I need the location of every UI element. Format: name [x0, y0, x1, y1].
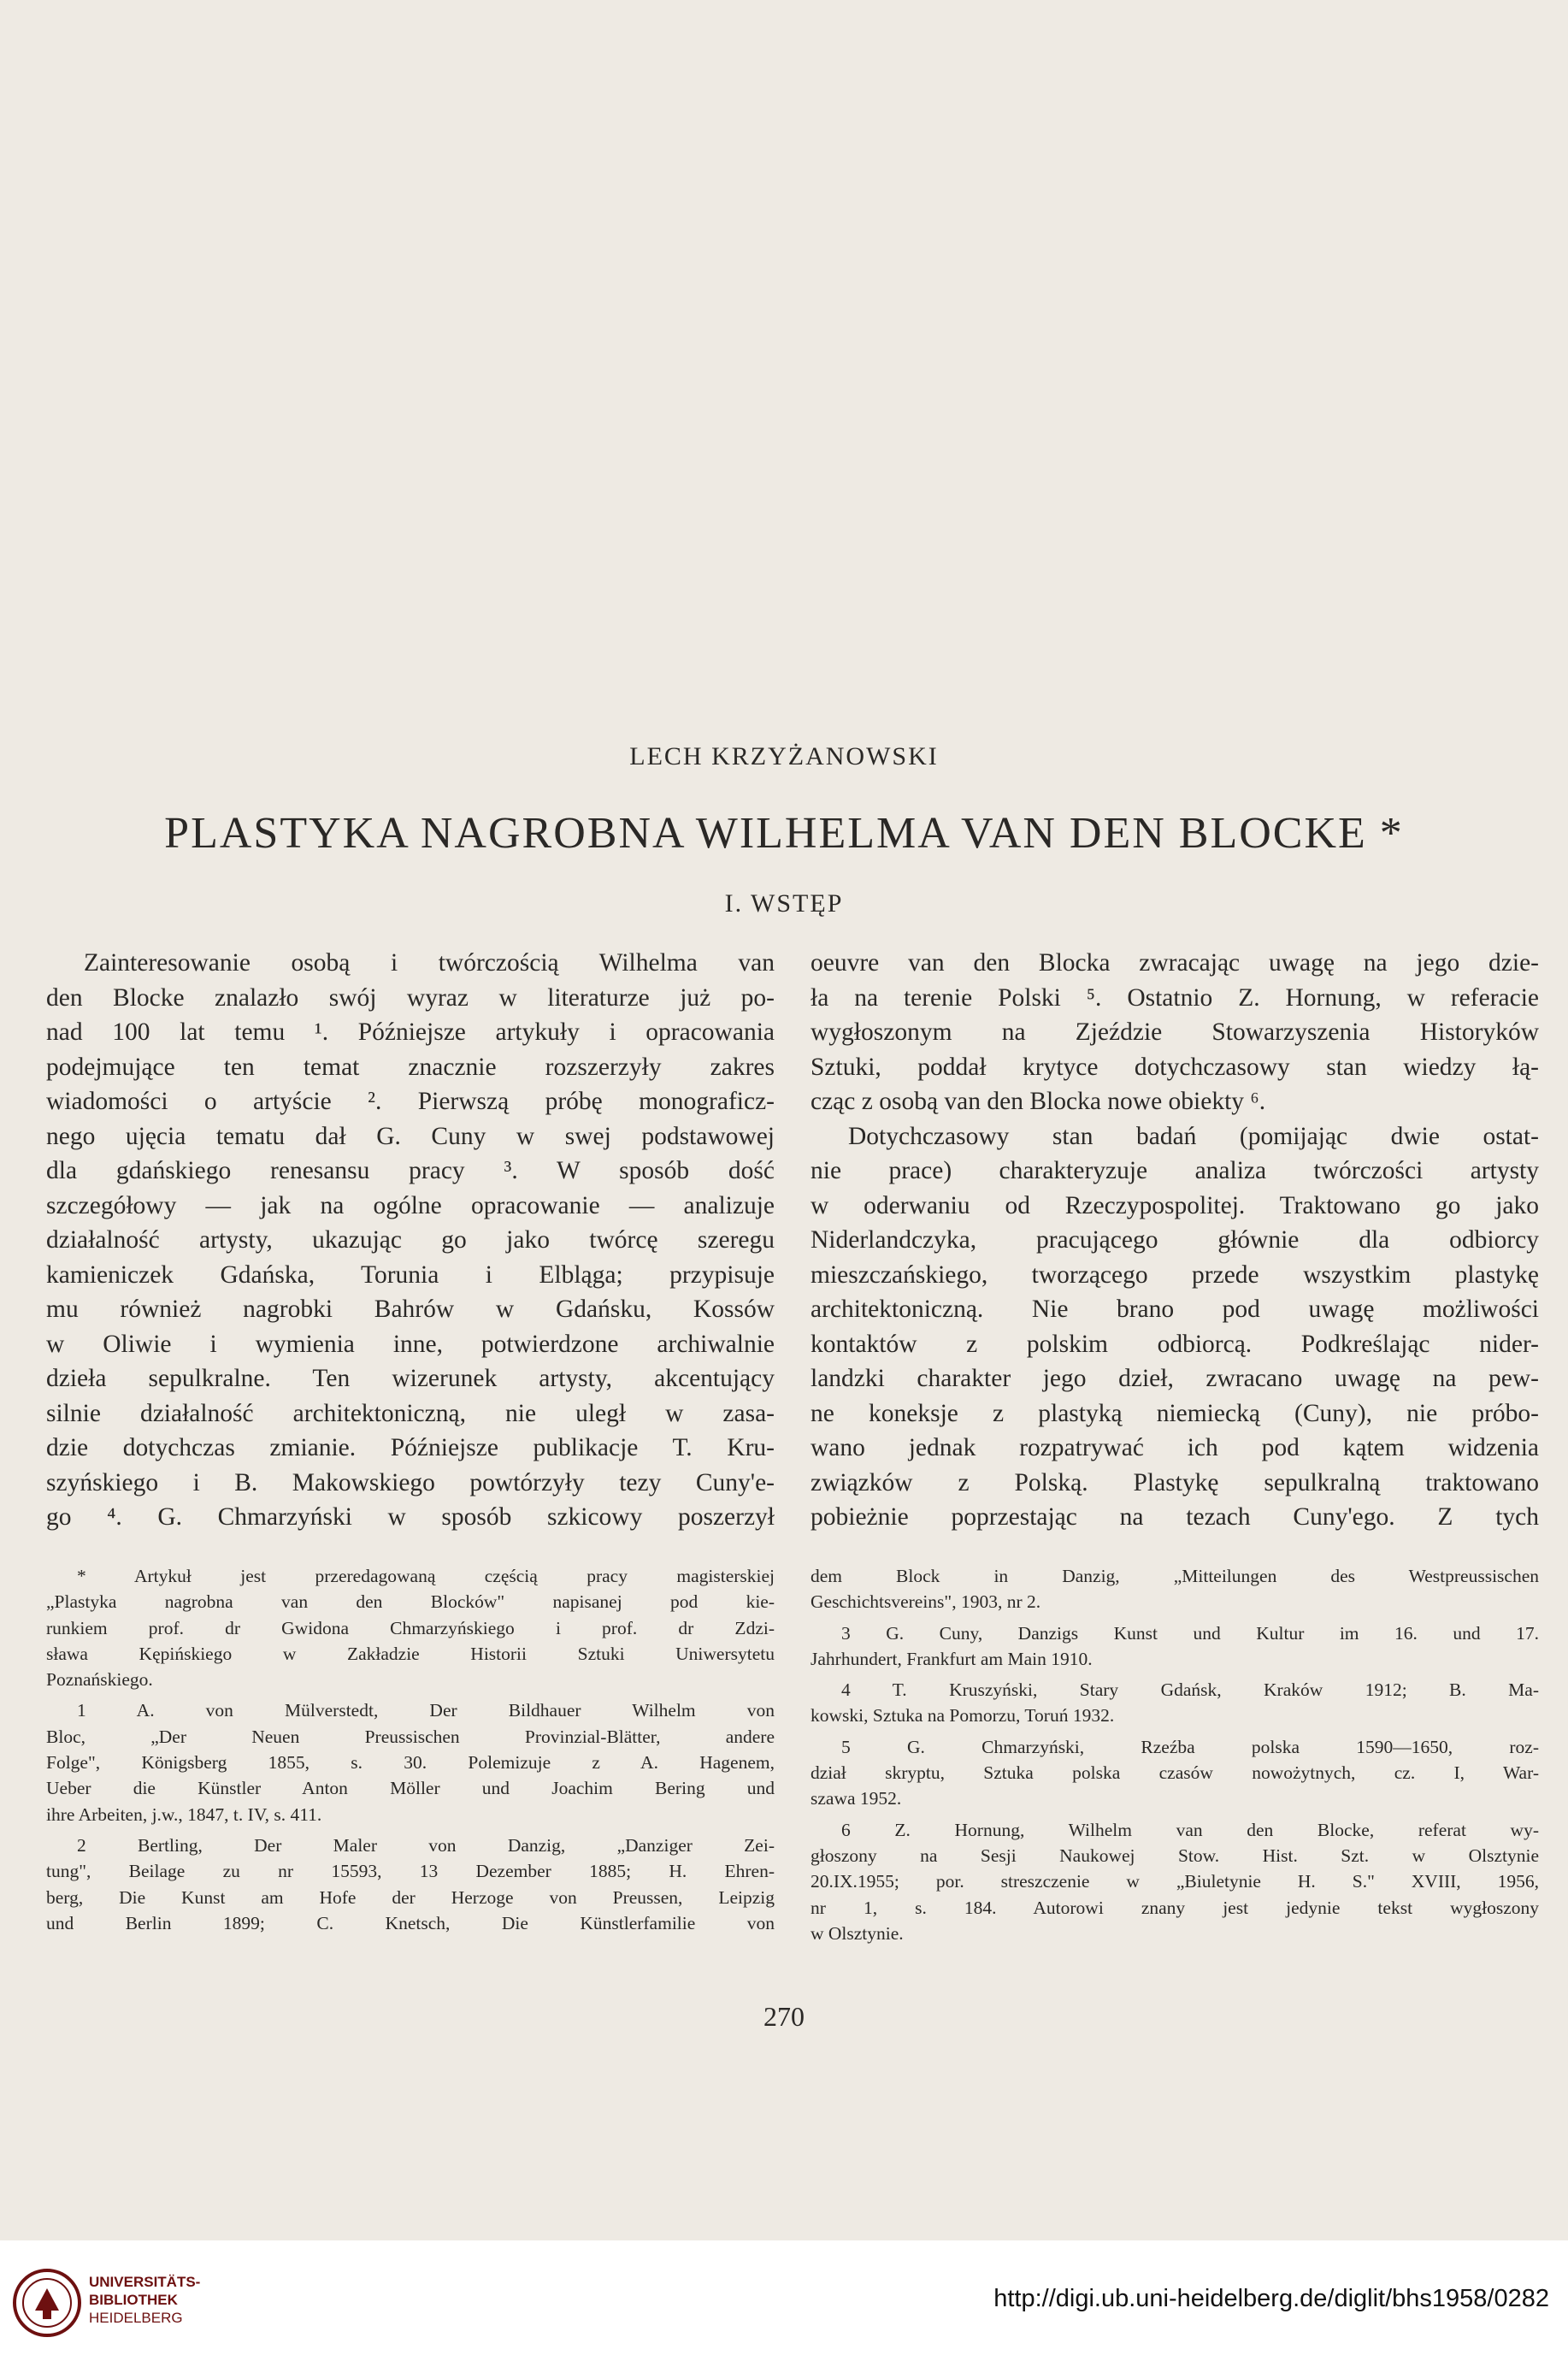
footnote-line: 1 A. von Mülverstedt, Der Bildhauer Wilhelm von [77, 1700, 775, 1721]
body-line: w oderwaniu od Rzeczypospolitej. Traktowano go jako [811, 1191, 1539, 1219]
body-column-left [46, 946, 775, 1535]
footnote-line: „Plastyka nagrobna van den Blocków" napisanej pod kie- [46, 1591, 775, 1613]
body-line: cząc z osobą van den Blocka nowe obiekty ⁶. [811, 1088, 1266, 1115]
library-name-line: HEIDELBERG [89, 2310, 183, 2326]
body-line: szczegółowy — jak na ogólne opracowanie — analizuje [46, 1191, 775, 1219]
body-line: wano jednak rozpatrywać ich pod kątem widzenia [811, 1434, 1539, 1461]
body-line: dzie dotychczas zmianie. Późniejsze publikacje T. Kru- [46, 1434, 775, 1461]
library-name-line: UNIVERSITÄTS- [89, 2274, 201, 2290]
body-line: działalność artysty, ukazując go jako twórcę szeregu [46, 1226, 775, 1254]
footnote-line: berg, Die Kunst am Hofe der Herzoge von Preussen, Leipzig [46, 1886, 775, 1908]
library-name[interactable] [89, 2273, 200, 2327]
footnote-line: 6 Z. Hornung, Wilhelm van den Blocke, referat wy- [841, 1819, 1539, 1840]
author-name: LECH KRZYŻANOWSKI [629, 742, 939, 770]
body-line: Dotychczasowy stan badań (pomijając dwie ostat- [848, 1122, 1539, 1150]
footnote-line: ihre Arbeiten, j.w., 1847, t. IV, s. 411. [46, 1803, 322, 1825]
footnote-line: dział skryptu, Sztuka polska czasów nowożytnych, cz. I, War- [811, 1762, 1539, 1784]
body-line: ła na terenie Polski ⁵. Ostatnio Z. Hornung, w referacie [811, 983, 1539, 1012]
article-title: PLASTYKA NAGROBNA WILHELMA VAN DEN BLOCKE * [164, 809, 1404, 858]
footnote-line: nr 1, s. 184. Autorowi znany jest jedynie tekst wygłoszony [811, 1897, 1539, 1918]
body-line: dzieła sepulkralne. Ten wizerunek artysty, akcentujący [46, 1365, 775, 1392]
footnote-line: * Artykuł jest przeredagowaną częścią pracy magisterskiej [77, 1566, 775, 1586]
body-line: mieszczańskiego, tworzącego przede wszystkim plastykę [811, 1260, 1539, 1289]
footnote-line: Poznańskiego. [46, 1669, 153, 1691]
body-line: Zainteresowanie osobą i twórczością Wilhelma van [84, 949, 775, 977]
footnote-line: głoszony na Sesji Naukowej Stow. Hist. Szt. w Olsztynie [811, 1845, 1539, 1866]
body-line: wygłoszonym na Zjeździe Stowarzyszenia Historyków [811, 1018, 1539, 1046]
body-line: silnie działalność architektoniczną, nie uległ w zasa- [46, 1399, 775, 1427]
footnote-line: tung", Beilage zu nr 15593, 13 Dezember 1885; H. Ehren- [46, 1861, 775, 1882]
library-footer [0, 2240, 1568, 2367]
body-line: podejmujące ten temat znacznie rozszerzyły zakres [46, 1053, 775, 1081]
footnote-line: kowski, Sztuka na Pomorzu, Toruń 1932. [811, 1705, 1115, 1727]
body-line: mu również nagrobki Bahrów w Gdańsku, Kossów [46, 1296, 775, 1323]
body-line: Niderlandczyka, pracującego głównie dla odbiorcy [811, 1226, 1539, 1254]
body-line: den Blocke znalazło swój wyraz w literaturze już po- [46, 983, 775, 1012]
footnote-line: 2 Bertling, Der Maler von Danzig, „Danziger Zei- [77, 1834, 775, 1856]
document-url-link[interactable]: http://digi.ub.uni-heidelberg.de/diglit/bhs1958/0282 [993, 2285, 1549, 2312]
page-number: 270 [763, 2001, 805, 2032]
footnote-line: Ueber die Künstler Anton Möller und Joachim Bering und [46, 1778, 775, 1799]
body-line: Sztuki, poddał krytyce dotychczasowy stan wiedzy łą- [811, 1053, 1539, 1081]
footnote-line: Jahrhundert, Frankfurt am Main 1910. [811, 1648, 1093, 1669]
body-line: architektoniczną. Nie brano pod uwagę możliwości [811, 1296, 1539, 1323]
footnote-line: 5 G. Chmarzyński, Rzeźba polska 1590—1650, roz- [841, 1736, 1539, 1757]
footnotes-left [46, 1563, 775, 1936]
body-line: nego ujęcia tematu dał G. Cuny w swej podstawowej [46, 1122, 775, 1150]
body-line: pobieżnie poprzestając na tezach Cuny'ego. Z tych [811, 1503, 1539, 1531]
body-line: go ⁴. G. Chmarzyński w sposób szkicowy poszerzył [46, 1503, 775, 1531]
footnote-line: 20.IX.1955; por. streszczenie w „Biuletynie H. S." XVIII, 1956, [811, 1871, 1539, 1892]
body-line: w Oliwie i wymienia inne, potwierdzone archiwalnie [46, 1330, 775, 1358]
footnote-line: sława Kępińskiego w Zakładzie Historii Sztuki Uniwersytetu [46, 1643, 775, 1664]
footnote-line: 4 T. Kruszyński, Stary Gdańsk, Kraków 1912; B. Ma- [841, 1679, 1539, 1701]
body-line: związków z Polską. Plastykę sepulkralną traktowano [811, 1468, 1539, 1496]
body-line: szyńskiego i B. Makowskiego powtórzyły tezy Cuny'e- [46, 1468, 775, 1496]
footnote-line: dem Block in Danzig, „Mitteilungen des Westpreussischen [811, 1566, 1539, 1586]
body-line: kontaktów z polskim odbiorcą. Podkreślając nider- [811, 1330, 1539, 1358]
footnote-line: runkiem prof. dr Gwidona Chmarzyńskiego i prof. dr Zdzi- [46, 1617, 775, 1638]
body-line: wiadomości o artyście ². Pierwszą próbę monograficz- [46, 1088, 775, 1115]
section-heading: I. WSTĘP [724, 889, 844, 918]
body-line: kamieniczek Gdańska, Torunia i Elbląga; przypisuje [46, 1260, 775, 1289]
footnote-line: 3 G. Cuny, Danzigs Kunst und Kultur im 16. und 17. [841, 1622, 1539, 1644]
university-seal-icon[interactable] [12, 2268, 82, 2338]
body-line: landzki charakter jego dzieł, zwracano uwagę na pew- [811, 1365, 1539, 1392]
footnote-line: Geschichtsvereins", 1903, nr 2. [811, 1591, 1041, 1613]
footnote-line: szawa 1952. [811, 1788, 902, 1809]
footnote-line: w Olsztynie. [811, 1922, 904, 1944]
body-line: oeuvre van den Blocka zwracając uwagę na jego dzie- [811, 949, 1539, 977]
body-line: dla gdańskiego renesansu pracy ³. W sposób dość [46, 1157, 775, 1184]
footnotes-right [811, 1563, 1539, 1946]
body-column-right [811, 946, 1539, 1535]
body-line: nad 100 lat temu ¹. Późniejsze artykuły i opracowania [46, 1018, 775, 1046]
footnote-line: Bloc, „Der Neuen Preussischen Provinzial-Blätter, andere [46, 1726, 775, 1747]
footnote-line: Folge", Königsberg 1855, s. 30. Polemizuje z A. Hagenem, [46, 1752, 775, 1774]
library-name-line: BIBLIOTHEK [89, 2292, 178, 2308]
footnote-line: und Berlin 1899; C. Knetsch, Die Künstlerfamilie von [46, 1912, 775, 1933]
body-line: nie prace) charakteryzuje analiza twórczości artysty [811, 1157, 1539, 1184]
body-line: ne koneksje z plastyką niemiecką (Cuny), nie próbo- [811, 1399, 1539, 1427]
